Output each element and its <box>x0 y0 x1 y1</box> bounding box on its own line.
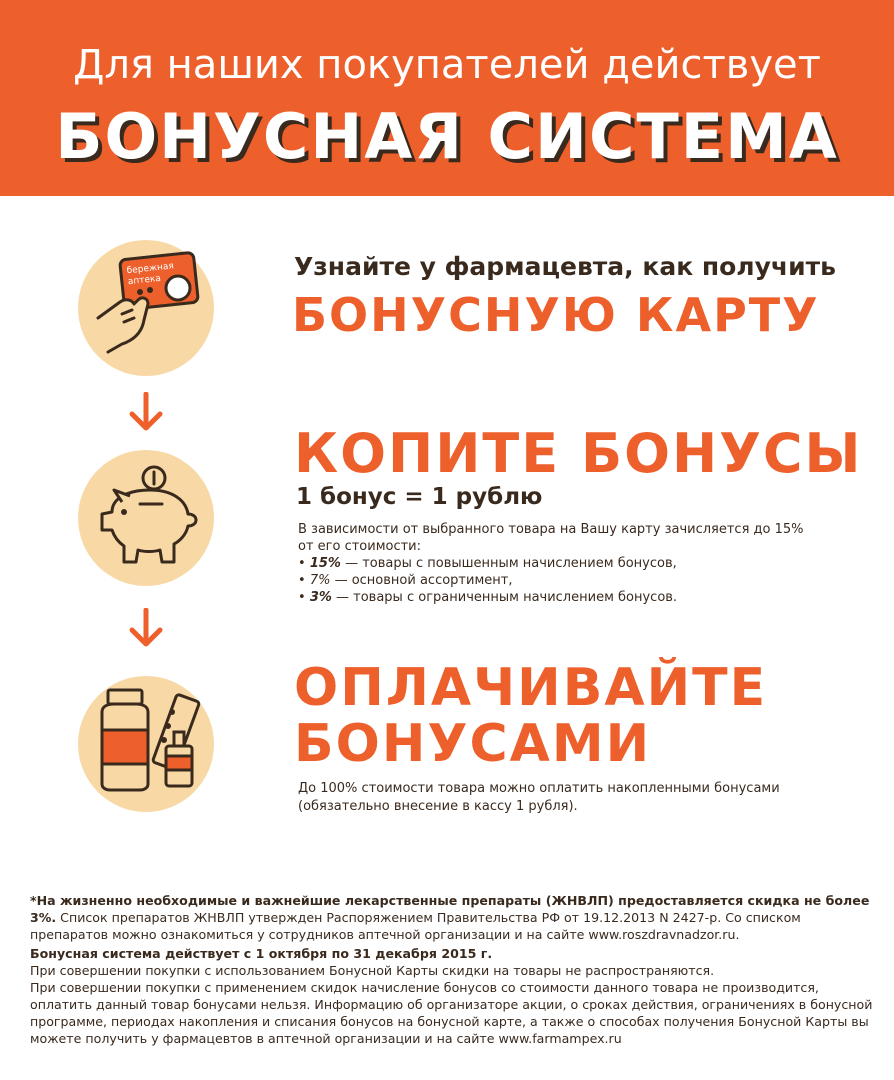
arrow-down-icon <box>128 392 164 432</box>
footnote-text-3: При совершении покупки с применением скидок начисление бонусов со стоимости данного товара не производится, оплатить данный товар бонусами нельзя. Информацию об организаторе акции, о сроках действия, ограничениях в бонусной программе, периодах накопления и списания бонусов на бонусной карте, а также о способах получения Бонусной Карты вы можете получить у фармацевтов в аптечной организации и на сайте www.farmampex.ru <box>30 980 873 1046</box>
step2-desc-line1: В зависимости от выбранного товара на Вашу карту зачисляется до 15% <box>298 522 804 537</box>
step2-title: КОПИТЕ БОНУСЫ <box>294 422 863 485</box>
header-title: БОНУСНАЯ СИСТЕМА <box>55 100 839 173</box>
medicine-icon <box>78 676 214 812</box>
step2-description <box>298 521 838 606</box>
footnote-text-2: При совершении покупки с использованием Бонусной Карты скидки на товары не распространяются. <box>30 963 715 978</box>
bonus-card-icon <box>78 240 214 376</box>
list-item: • 7% — основной ассортимент, <box>298 573 513 588</box>
footnote-bold-1: *На жизненно необходимые и важнейшие лекарственные препараты (ЖНВЛП) предоставляется скидка не более 3%. <box>30 893 870 925</box>
step3-description: До 100% стоимости товара можно оплатить накопленными бонусами (обязательно внесение в кассу 1 рубля). <box>298 781 780 814</box>
list-item: • 15% — товары с повышенным начислением бонусов, <box>298 556 677 571</box>
step1-subtitle: Узнайте у фармацевта, как получить <box>294 252 836 281</box>
header-banner <box>0 0 894 196</box>
footnote-bold-2: Бонусная система действует с 1 октября по 31 декабря 2015 г. <box>30 946 493 961</box>
header-subtitle: Для наших покупателей действует <box>73 42 821 88</box>
step2-desc-line2: от его стоимости: <box>298 539 422 554</box>
step3-title: ОПЛАЧИВАЙТЕ БОНУСАМИ <box>294 658 768 774</box>
arrow-down-icon <box>128 608 164 648</box>
step1-title: БОНУСНУЮ КАРТУ <box>292 288 820 342</box>
list-item: • 3% — товары с ограниченным начислением бонусов. <box>298 590 678 605</box>
card-brand-line1: бережная <box>126 261 175 277</box>
piggy-bank-icon <box>78 450 214 586</box>
footnote-text-1: Список препаратов ЖНВЛП утвержден Распоряжением Правительства РФ от 19.12.2013 N 2427-р. Со списком препаратов можно ознакомиться у сотрудников аптечной организации и на сайте www.roszdravnadzor.ru. <box>30 910 801 942</box>
card-brand-line2: аптека <box>127 273 162 288</box>
step2-rate: 1 бонус = 1 рублю <box>296 484 543 510</box>
footnote <box>30 892 880 1047</box>
